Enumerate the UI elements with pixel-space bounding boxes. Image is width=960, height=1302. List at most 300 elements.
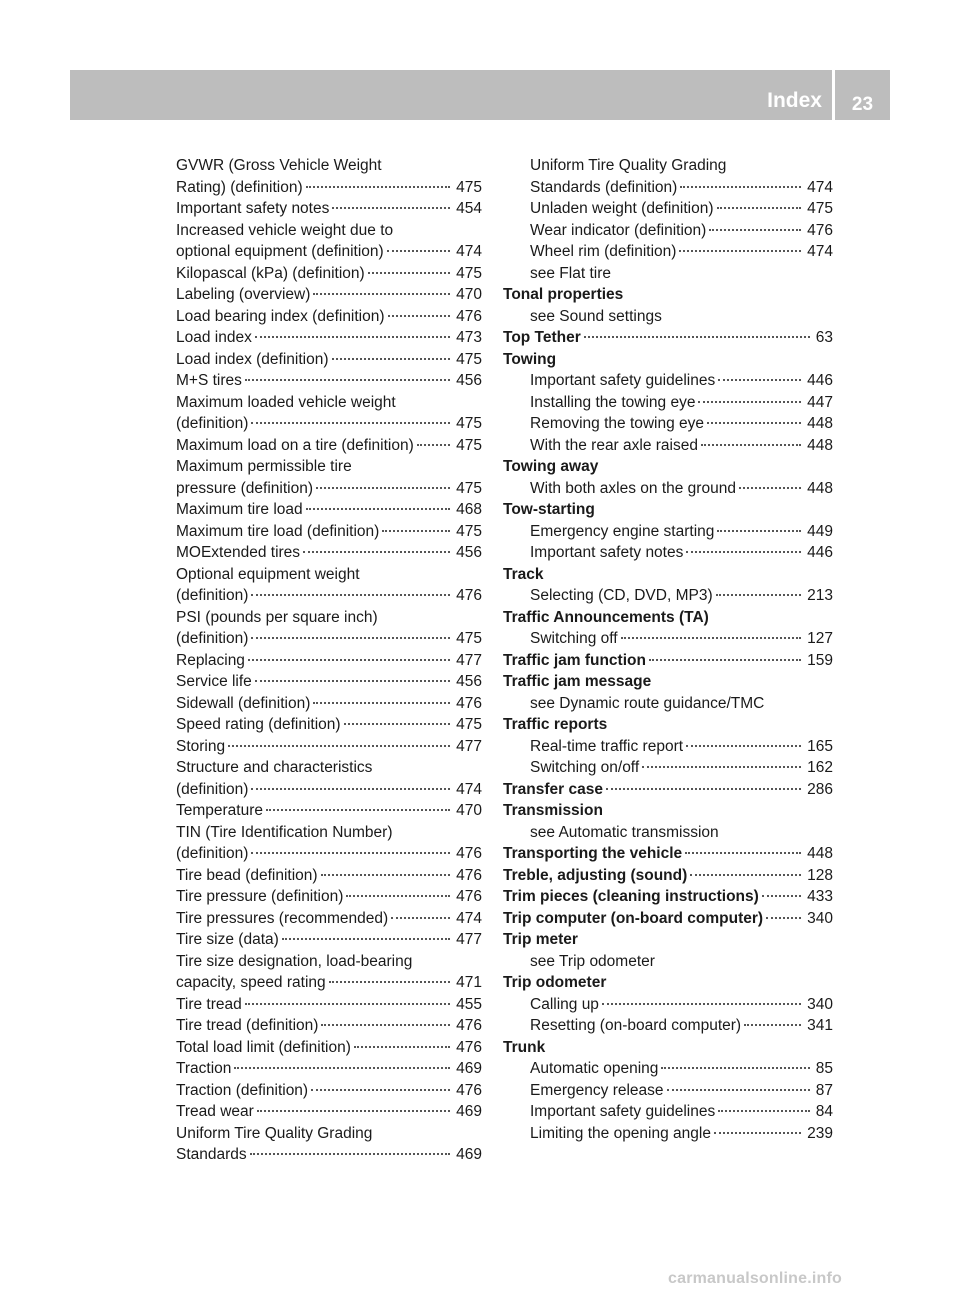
index-entry xyxy=(176,671,482,693)
index-entry-label: Uniform Tire Quality Grading xyxy=(176,1124,373,1142)
index-entry-page[interactable]: 447 xyxy=(807,393,833,411)
index-entry xyxy=(176,757,482,779)
index-entry-label: Switching on/off xyxy=(530,759,640,776)
index-entry-page[interactable]: 341 xyxy=(807,1017,833,1034)
index-entry-label: Resetting (on-board computer) xyxy=(530,1017,742,1034)
index-entry-label: see Flat tire xyxy=(530,264,611,282)
index-entry-label: Traction (definition) xyxy=(176,1081,309,1099)
index-entry xyxy=(503,865,833,887)
dot-leader xyxy=(387,250,450,252)
index-entry xyxy=(503,607,833,629)
index-entry xyxy=(503,714,833,736)
index-entry-label: see Automatic transmission xyxy=(530,823,719,841)
index-entry xyxy=(503,349,833,371)
index-entry xyxy=(176,908,482,930)
dot-leader xyxy=(316,487,450,489)
index-entry-label: see Sound settings xyxy=(530,307,662,325)
index-entry-page[interactable]: 469 xyxy=(456,1146,482,1163)
index-entry xyxy=(176,263,482,285)
index-entry-label: Structure and characteristics xyxy=(176,759,373,776)
index-entry-page[interactable]: 456 xyxy=(456,544,482,561)
dot-leader xyxy=(606,788,801,790)
index-entry xyxy=(176,994,482,1016)
dot-leader xyxy=(762,895,801,897)
index-entry-page[interactable]: 475 xyxy=(456,178,482,196)
index-entry-label: Switching off xyxy=(530,630,618,647)
index-entry xyxy=(503,499,833,521)
index-entry xyxy=(503,1015,833,1037)
index-entry-label: Traction xyxy=(176,1060,232,1077)
index-entry xyxy=(176,779,482,801)
index-entry-label: Important safety notes xyxy=(530,544,684,561)
index-entry-label: Limiting the opening angle xyxy=(530,1124,711,1142)
index-entry xyxy=(503,456,833,478)
index-entry xyxy=(503,1058,833,1080)
dot-leader xyxy=(680,186,801,188)
dot-leader xyxy=(303,551,450,553)
dot-leader xyxy=(686,551,801,553)
index-entry-label: Important safety notes xyxy=(176,200,330,217)
index-entry-label: Maximum permissible tire xyxy=(176,458,352,475)
index-entry-label: Standards xyxy=(176,1146,247,1163)
index-entry-label: Real-time traffic report xyxy=(530,737,684,755)
index-entry xyxy=(503,994,833,1016)
index-entry-label: (definition) xyxy=(176,780,249,798)
dot-leader xyxy=(642,766,801,768)
index-entry-page[interactable]: 87 xyxy=(815,1081,833,1099)
index-entry-page[interactable]: 433 xyxy=(807,888,833,905)
index-entry xyxy=(176,1144,482,1166)
index-entry xyxy=(176,736,482,758)
index-entry-label: Temperature xyxy=(176,802,264,819)
index-entry-page[interactable]: 473 xyxy=(456,329,482,346)
dot-leader xyxy=(251,637,450,639)
index-entry-label: Automatic opening xyxy=(530,1060,659,1077)
index-entry xyxy=(176,478,482,500)
index-entry-page[interactable]: 475 xyxy=(456,436,482,454)
index-entry xyxy=(503,671,833,693)
index-entry xyxy=(503,1037,833,1059)
index-entry-label: Kilopascal (kPa) (definition) xyxy=(176,264,365,282)
index-entry xyxy=(176,585,482,607)
index-entry xyxy=(503,478,833,500)
index-entry xyxy=(176,177,482,199)
index-entry-label: Traffic jam message xyxy=(503,673,652,690)
index-entry xyxy=(176,521,482,543)
index-entry-label: Optional equipment weight xyxy=(176,565,360,583)
index-entry-page[interactable]: 474 xyxy=(456,780,482,798)
index-entry xyxy=(176,413,482,435)
index-entry-label: MOExtended tires xyxy=(176,544,301,561)
dot-leader xyxy=(368,272,450,274)
index-entry-label: Transfer case xyxy=(503,780,603,798)
dot-leader xyxy=(255,336,450,338)
index-entry-label: Tire size (data) xyxy=(176,931,279,948)
index-entry xyxy=(176,1123,482,1145)
index-entry-page[interactable]: 476 xyxy=(456,587,482,604)
index-entry xyxy=(176,607,482,629)
index-entry-label: capacity, speed rating xyxy=(176,974,326,991)
index-entry-page[interactable]: 470 xyxy=(456,286,482,303)
index-entry-page[interactable]: 239 xyxy=(807,1124,833,1142)
index-entry-label: optional equipment (definition) xyxy=(176,243,384,260)
index-entry xyxy=(176,972,482,994)
index-entry xyxy=(503,198,833,220)
index-entry-label: With the rear axle raised xyxy=(530,436,698,454)
index-entry-label: Removing the towing eye xyxy=(530,415,705,432)
index-entry-label: Storing xyxy=(176,737,226,755)
index-entry-page[interactable]: 63 xyxy=(815,329,833,346)
index-entry-label: Tire tread xyxy=(176,995,242,1013)
index-entry-page[interactable]: 474 xyxy=(807,178,833,196)
index-entry-page[interactable]: 476 xyxy=(456,866,482,884)
index-entry-page[interactable]: 476 xyxy=(456,888,482,905)
dot-leader xyxy=(690,874,801,876)
index-entry-page[interactable]: 340 xyxy=(807,909,833,927)
index-entry xyxy=(503,929,833,951)
index-entry xyxy=(176,306,482,328)
index-entry-page[interactable]: 475 xyxy=(456,350,482,368)
index-entry xyxy=(176,1101,482,1123)
index-entry xyxy=(176,284,482,306)
index-entry xyxy=(503,951,833,973)
index-entry xyxy=(176,865,482,887)
index-entry-page[interactable]: 476 xyxy=(807,221,833,239)
index-entry xyxy=(503,263,833,285)
dot-leader xyxy=(649,659,801,661)
index-entry-label: Load index (definition) xyxy=(176,350,329,368)
index-entry xyxy=(503,650,833,672)
index-entry-label: Towing away xyxy=(503,458,599,475)
index-entry xyxy=(503,800,833,822)
index-entry-page[interactable]: 286 xyxy=(807,780,833,798)
dot-leader xyxy=(250,1153,450,1155)
dot-leader xyxy=(698,401,801,403)
index-entry-page[interactable]: 469 xyxy=(456,1060,482,1077)
index-entry-label: Maximum tire load xyxy=(176,501,303,518)
index-entry-label: Tire bead (definition) xyxy=(176,866,318,884)
index-entry-label: PSI (pounds per square inch) xyxy=(176,608,378,626)
index-entry-page[interactable]: 448 xyxy=(807,415,833,432)
dot-leader xyxy=(685,852,801,854)
index-entry xyxy=(503,284,833,306)
index-entry-page[interactable]: 477 xyxy=(456,651,482,669)
dot-leader xyxy=(251,852,450,854)
index-entry xyxy=(176,628,482,650)
dot-leader xyxy=(714,1132,801,1134)
index-entry-page[interactable]: 475 xyxy=(456,479,482,497)
dot-leader xyxy=(245,1003,450,1005)
dot-leader xyxy=(257,1110,450,1112)
index-entry-label: Installing the towing eye xyxy=(530,393,696,411)
index-entry-label: Standards (definition) xyxy=(530,178,678,196)
dot-leader xyxy=(313,702,450,704)
dot-leader xyxy=(686,745,801,747)
index-entry xyxy=(503,1080,833,1102)
index-entry-page[interactable]: 474 xyxy=(456,243,482,260)
index-entry-page[interactable]: 448 xyxy=(807,479,833,497)
index-entry-page[interactable]: 475 xyxy=(807,200,833,217)
index-entry-label: Maximum tire load (definition) xyxy=(176,522,380,540)
index-entry-label: see Dynamic route guidance/TMC xyxy=(530,694,765,712)
dot-leader xyxy=(266,809,450,811)
dot-leader xyxy=(709,229,801,231)
index-entry-label: Total load limit (definition) xyxy=(176,1038,351,1056)
dot-leader xyxy=(716,594,802,596)
index-entry-label: Tire tread (definition) xyxy=(176,1017,319,1034)
index-entry xyxy=(503,542,833,564)
dot-leader xyxy=(313,293,450,295)
index-entry-page[interactable]: 475 xyxy=(456,415,482,432)
dot-leader xyxy=(584,336,810,338)
index-entry xyxy=(503,886,833,908)
index-entry xyxy=(503,779,833,801)
index-entry-label: Speed rating (definition) xyxy=(176,716,341,733)
index-entry xyxy=(503,521,833,543)
index-entry-label: GVWR (Gross Vehicle Weight xyxy=(176,157,382,174)
index-entry xyxy=(176,241,482,263)
index-entry-page[interactable]: 475 xyxy=(456,716,482,733)
index-entry-label: Uniform Tire Quality Grading xyxy=(530,157,727,174)
index-entry xyxy=(176,1080,482,1102)
index-entry-label: Tow-starting xyxy=(503,501,595,518)
dot-leader xyxy=(255,680,450,682)
dot-leader xyxy=(701,444,801,446)
index-entry xyxy=(176,198,482,220)
index-entry-page[interactable]: 470 xyxy=(456,802,482,819)
index-entry-page[interactable]: 448 xyxy=(807,436,833,454)
index-entry-label: (definition) xyxy=(176,587,249,604)
index-entry-page[interactable]: 213 xyxy=(807,587,833,604)
index-column-right xyxy=(503,155,833,1144)
index-entry-page[interactable]: 446 xyxy=(807,372,833,389)
index-entry-label: Load bearing index (definition) xyxy=(176,307,385,325)
index-entry xyxy=(176,714,482,736)
index-entry-page[interactable]: 162 xyxy=(807,759,833,776)
index-entry xyxy=(503,327,833,349)
index-entry xyxy=(503,843,833,865)
index-entry xyxy=(176,1058,482,1080)
index-entry-page[interactable]: 476 xyxy=(456,1038,482,1056)
dot-leader xyxy=(717,530,801,532)
index-entry-page[interactable]: 471 xyxy=(456,974,482,991)
dot-leader xyxy=(234,1067,450,1069)
index-entry-label: Tonal properties xyxy=(503,286,624,303)
watermark: carmanualsonline.info xyxy=(668,1270,843,1287)
dot-leader xyxy=(667,1089,810,1091)
index-entry xyxy=(176,843,482,865)
index-entry-page[interactable]: 474 xyxy=(456,909,482,927)
dot-leader xyxy=(707,422,801,424)
index-entry-label: Emergency release xyxy=(530,1081,664,1099)
index-entry xyxy=(503,693,833,715)
index-entry-label: Important safety guidelines xyxy=(530,372,716,389)
index-entry-page[interactable]: 475 xyxy=(456,522,482,540)
index-entry xyxy=(503,585,833,607)
index-entry xyxy=(176,693,482,715)
index-entry-label: Trip meter xyxy=(503,931,578,948)
dot-leader xyxy=(251,594,450,596)
index-entry xyxy=(503,1101,833,1123)
index-entry xyxy=(176,951,482,973)
index-entry xyxy=(176,349,482,371)
index-entry xyxy=(176,542,482,564)
index-entry-page[interactable]: 477 xyxy=(456,737,482,755)
index-entry-label: With both axles on the ground xyxy=(530,479,736,497)
index-entry-label: Traffic reports xyxy=(503,716,608,733)
dot-leader xyxy=(679,250,801,252)
dot-leader xyxy=(346,895,450,897)
index-entry-label: Tread wear xyxy=(176,1103,254,1120)
index-column-left xyxy=(176,155,482,1166)
index-entry xyxy=(503,241,833,263)
dot-leader xyxy=(718,1110,810,1112)
index-entry xyxy=(503,392,833,414)
dot-leader xyxy=(306,186,450,188)
index-entry-label: (definition) xyxy=(176,845,249,862)
index-entry-page[interactable]: 456 xyxy=(456,372,482,389)
index-entry xyxy=(503,435,833,457)
dot-leader xyxy=(251,788,450,790)
index-entry-page[interactable]: 84 xyxy=(815,1103,833,1120)
dot-leader xyxy=(739,487,801,489)
index-entry-page[interactable]: 477 xyxy=(456,931,482,948)
index-entry-label: Sidewall (definition) xyxy=(176,694,311,712)
index-entry-label: Labeling (overview) xyxy=(176,286,311,303)
index-entry xyxy=(176,800,482,822)
index-entry-page[interactable]: 454 xyxy=(456,200,482,217)
index-entry-page[interactable]: 340 xyxy=(807,995,833,1013)
dot-leader xyxy=(744,1024,801,1026)
index-entry-label: pressure (definition) xyxy=(176,479,313,497)
dot-leader xyxy=(251,422,450,424)
index-entry-page[interactable]: 475 xyxy=(456,630,482,647)
index-entry-label: Replacing xyxy=(176,651,245,669)
index-entry-label: Increased vehicle weight due to xyxy=(176,221,394,239)
index-entry-page[interactable]: 159 xyxy=(807,651,833,669)
index-entry-page[interactable]: 476 xyxy=(456,845,482,862)
index-entry-page[interactable]: 456 xyxy=(456,673,482,690)
index-entry xyxy=(176,822,482,844)
index-entry xyxy=(503,155,833,177)
dot-leader xyxy=(382,530,450,532)
page-title: Index xyxy=(767,89,822,112)
index-entry-label: TIN (Tire Identification Number) xyxy=(176,823,393,841)
index-entry-page[interactable]: 127 xyxy=(807,630,833,647)
index-entry xyxy=(176,1037,482,1059)
dot-leader xyxy=(248,659,450,661)
index-entry-label: see Trip odometer xyxy=(530,952,655,970)
dot-leader xyxy=(718,379,801,381)
index-entry-label: Treble, adjusting (sound) xyxy=(503,866,688,884)
index-entry xyxy=(176,435,482,457)
dot-leader xyxy=(661,1067,809,1069)
index-entry xyxy=(176,155,482,177)
dot-leader xyxy=(329,981,450,983)
dot-leader xyxy=(228,745,450,747)
index-entry-page[interactable]: 474 xyxy=(807,243,833,260)
index-entry-page[interactable]: 469 xyxy=(456,1103,482,1120)
index-entry-page[interactable]: 448 xyxy=(807,845,833,862)
index-entry xyxy=(503,628,833,650)
index-entry-label: Maximum loaded vehicle weight xyxy=(176,393,396,411)
index-entry-page[interactable]: 455 xyxy=(456,995,482,1013)
index-entry-label: Unladen weight (definition) xyxy=(530,200,714,217)
dot-leader xyxy=(388,315,451,317)
index-entry-label: Trunk xyxy=(503,1038,546,1056)
index-entry-label: Transmission xyxy=(503,802,603,819)
dot-leader xyxy=(332,358,451,360)
index-entry-label: Tire size designation, load-bearing xyxy=(176,952,413,970)
index-entry-page[interactable]: 128 xyxy=(807,866,833,884)
index-entry-label: Tire pressure (definition) xyxy=(176,888,344,905)
dot-leader xyxy=(391,917,450,919)
index-entry xyxy=(176,564,482,586)
index-entry-page[interactable]: 476 xyxy=(456,307,482,325)
dot-leader xyxy=(602,1003,801,1005)
index-entry-label: (definition) xyxy=(176,630,249,647)
index-entry-label: Tire pressures (recommended) xyxy=(176,909,389,927)
index-entry xyxy=(176,650,482,672)
index-entry-label: Service life xyxy=(176,673,252,690)
dot-leader xyxy=(417,444,450,446)
index-entry xyxy=(176,499,482,521)
index-entry-page[interactable]: 476 xyxy=(456,1081,482,1099)
index-entry-label: M+S tires xyxy=(176,372,242,389)
index-entry-label: Traffic jam function xyxy=(503,651,646,669)
header-bar xyxy=(70,70,832,120)
index-entry-label: Emergency engine starting xyxy=(530,522,715,540)
dot-leader xyxy=(282,938,450,940)
index-entry-label: Wear indicator (definition) xyxy=(530,221,707,239)
index-entry-label: Top Tether xyxy=(503,329,581,346)
index-entry xyxy=(503,413,833,435)
index-entry xyxy=(503,736,833,758)
index-entry-page[interactable]: 165 xyxy=(807,737,833,755)
index-entry xyxy=(503,564,833,586)
dot-leader xyxy=(321,1024,450,1026)
dot-leader xyxy=(344,723,451,725)
dot-leader xyxy=(332,207,450,209)
index-entry xyxy=(176,370,482,392)
index-entry-page[interactable]: 85 xyxy=(815,1060,833,1077)
index-entry xyxy=(176,886,482,908)
index-entry xyxy=(176,220,482,242)
index-entry-label: Trim pieces (cleaning instructions) xyxy=(503,888,759,905)
index-entry-page[interactable]: 475 xyxy=(456,264,482,282)
index-entry xyxy=(503,177,833,199)
dot-leader xyxy=(621,637,802,639)
index-entry-label: Important safety guidelines xyxy=(530,1103,716,1120)
index-entry xyxy=(503,306,833,328)
index-entry-label: (definition) xyxy=(176,415,249,432)
dot-leader xyxy=(717,207,802,209)
index-entry xyxy=(176,456,482,478)
index-entry-label: Trip computer (on-board computer) xyxy=(503,909,764,927)
index-entry-page[interactable]: 476 xyxy=(456,694,482,712)
index-entry-page[interactable]: 476 xyxy=(456,1017,482,1034)
dot-leader xyxy=(354,1046,450,1048)
index-entry-label: Selecting (CD, DVD, MP3) xyxy=(530,587,713,604)
dot-leader xyxy=(766,917,801,919)
index-entry-page[interactable]: 446 xyxy=(807,544,833,561)
index-entry-label: Load index xyxy=(176,329,252,346)
index-entry-page[interactable]: 449 xyxy=(807,522,833,540)
index-entry xyxy=(503,972,833,994)
index-entry-page[interactable]: 468 xyxy=(456,501,482,518)
index-entry xyxy=(176,392,482,414)
index-entry xyxy=(176,1015,482,1037)
